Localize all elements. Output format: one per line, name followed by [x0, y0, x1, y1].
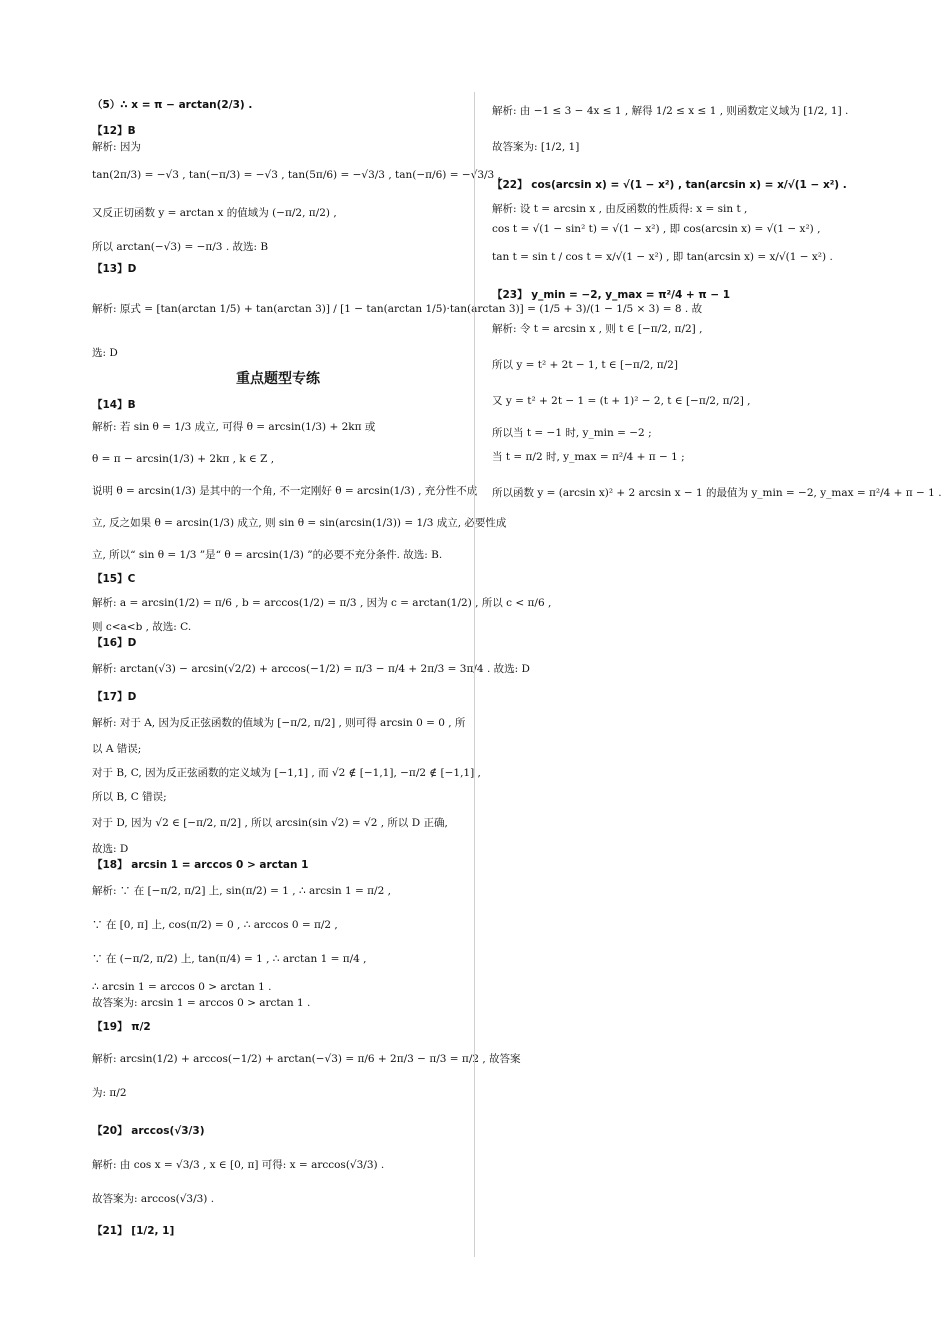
right-text-line: 解析: 由 −1 ≤ 3 − 4x ≤ 1 , 解得 1/2 ≤ x ≤ 1 , 则函数定义域为 [1/2, 1] . [492, 105, 849, 117]
right-text-line: 故答案为: [1/2, 1] [492, 141, 580, 153]
left-text-line: 【20】 arccos(√3/3) [92, 1125, 205, 1137]
left-text-line: 解析: arcsin(1/2) + arccos(−1/2) + arctan(−√3) = π/6 + 2π/3 − π/3 = π/2 , 故答案 [92, 1053, 521, 1065]
left-text-line: θ = π − arcsin(1/3) + 2kπ , k ∈ Z , [92, 453, 275, 465]
left-text-line: 以 A 错误; [92, 743, 142, 755]
left-text-line: 为: π/2 [92, 1087, 127, 1099]
right-text-line: 【23】 y_min = −2, y_max = π²/4 + π − 1 [492, 289, 731, 301]
right-text-line: 解析: 令 t = arcsin x , 则 t ∈ [−π/2, π/2] , [492, 323, 703, 335]
left-text-line: 解析: arctan(√3) − arcsin(√2/2) + arccos(−1/2) = π/3 − π/4 + 2π/3 = 3π/4 . 故选: D [92, 663, 530, 675]
left-text-line: 【18】 arcsin 1 = arccos 0 > arctan 1 [92, 859, 309, 871]
left-text-line: ∵ 在 [0, π] 上, cos(π/2) = 0 , ∴ arccos 0 = π/2 , [92, 919, 338, 931]
left-text-line: 【17】D [92, 691, 137, 703]
left-text-line: 【14】B [92, 399, 136, 411]
left-text-line: 解析: 对于 A, 因为反正弦函数的值域为 [−π/2, π/2] , 则可得 arcsin 0 = 0 , 所 [92, 717, 466, 729]
left-text-line: （5）∴ x = π − arctan(2/3) . [92, 99, 253, 111]
left-text-line: 说明 θ = arcsin(1/3) 是其中的一个角, 不一定刚好 θ = arcsin(1/3) , 充分性不成 [92, 485, 478, 497]
left-text-line: 【12】B [92, 125, 136, 137]
column-divider [474, 92, 475, 1257]
left-text-line: 解析: a = arcsin(1/2) = π/6 , b = arccos(1/2) = π/3 , 因为 c = arctan(1/2) , 所以 c < π/6 , [92, 597, 552, 609]
left-text-line: 【16】D [92, 637, 137, 649]
right-text-line: cos t = √(1 − sin² t) = √(1 − x²) , 即 cos(arcsin x) = √(1 − x²) , [492, 223, 821, 235]
left-text-line: 解析: 原式 = [tan(arctan 1/5) + tan(arctan 3)] / [1 − tan(arctan 1/5)·tan(arctan 3)] = (1/5 + 3)/(1 − 1/5 × 3) = 8 . 故 [92, 303, 703, 315]
right-text-line: 又 y = t² + 2t − 1 = (t + 1)² − 2, t ∈ [−π/2, π/2] , [492, 395, 751, 407]
right-text-line: tan t = sin t / cos t = x/√(1 − x²) , 即 tan(arcsin x) = x/√(1 − x²) . [492, 251, 833, 263]
left-text-line: 立, 所以“ sin θ = 1/3 ”是“ θ = arcsin(1/3) ”的必要不充分条件. 故选: B. [92, 549, 443, 561]
left-text-line: 所以 B, C 错误; [92, 791, 167, 803]
right-text-line: 【22】 cos(arcsin x) = √(1 − x²) , tan(arcsin x) = x/√(1 − x²) . [492, 179, 847, 191]
left-text-line: 【13】D [92, 263, 137, 275]
left-text-line: 对于 B, C, 因为反正弦函数的定义域为 [−1,1] , 而 √2 ∉ [−1,1], −π/2 ∉ [−1,1] , [92, 767, 481, 779]
left-text-line: 又反正切函数 y = arctan x 的值域为 (−π/2, π/2) , [92, 207, 337, 219]
right-text-line: 所以当 t = −1 时, y_min = −2 ; [492, 427, 652, 439]
left-text-line: 解析: 因为 [92, 141, 141, 153]
left-text-line: ∵ 在 (−π/2, π/2) 上, tan(π/4) = 1 , ∴ arctan 1 = π/4 , [92, 953, 367, 965]
section-heading: 重点题型专练 [236, 371, 320, 387]
left-text-line: 对于 D, 因为 √2 ∈ [−π/2, π/2] , 所以 arcsin(sin √2) = √2 , 所以 D 正确, [92, 817, 448, 829]
left-text-line: 解析: 由 cos x = √3/3 , x ∈ [0, π] 可得: x = arccos(√3/3) . [92, 1159, 385, 1171]
right-text-line: 所以函数 y = (arcsin x)² + 2 arcsin x − 1 的最值为 y_min = −2, y_max = π²/4 + π − 1 . [492, 487, 942, 499]
left-text-line: 解析: 若 sin θ = 1/3 成立, 可得 θ = arcsin(1/3) + 2kπ 或 [92, 421, 376, 433]
left-text-line: 故答案为: arcsin 1 = arccos 0 > arctan 1 . [92, 997, 311, 1009]
right-text-line: 所以 y = t² + 2t − 1, t ∈ [−π/2, π/2] [492, 359, 678, 371]
left-text-line: tan(2π/3) = −√3 , tan(−π/3) = −√3 , tan(5π/6) = −√3/3 , tan(−π/6) = −√3/3 , [92, 169, 501, 181]
right-text-line: 解析: 设 t = arcsin x , 由反函数的性质得: x = sin t , [492, 203, 748, 215]
left-text-line: 故选: D [92, 843, 129, 855]
left-text-line: 【15】C [92, 573, 136, 585]
left-text-line: 则 c<a<b , 故选: C. [92, 621, 192, 633]
left-text-line: 选: D [92, 347, 118, 359]
left-text-line: 所以 arctan(−√3) = −π/3 . 故选: B [92, 241, 269, 253]
left-text-line: ∴ arcsin 1 = arccos 0 > arctan 1 . [92, 981, 272, 993]
left-text-line: 故答案为: arccos(√3/3) . [92, 1193, 215, 1205]
left-text-line: 解析: ∵ 在 [−π/2, π/2] 上, sin(π/2) = 1 , ∴ arcsin 1 = π/2 , [92, 885, 391, 897]
left-text-line: 立, 反之如果 θ = arcsin(1/3) 成立, 则 sin θ = sin(arcsin(1/3)) = 1/3 成立, 必要性成 [92, 517, 507, 529]
left-text-line: 【19】 π/2 [92, 1021, 151, 1033]
right-text-line: 当 t = π/2 时, y_max = π²/4 + π − 1 ; [492, 451, 685, 463]
left-text-line: 【21】 [1/2, 1] [92, 1225, 175, 1237]
